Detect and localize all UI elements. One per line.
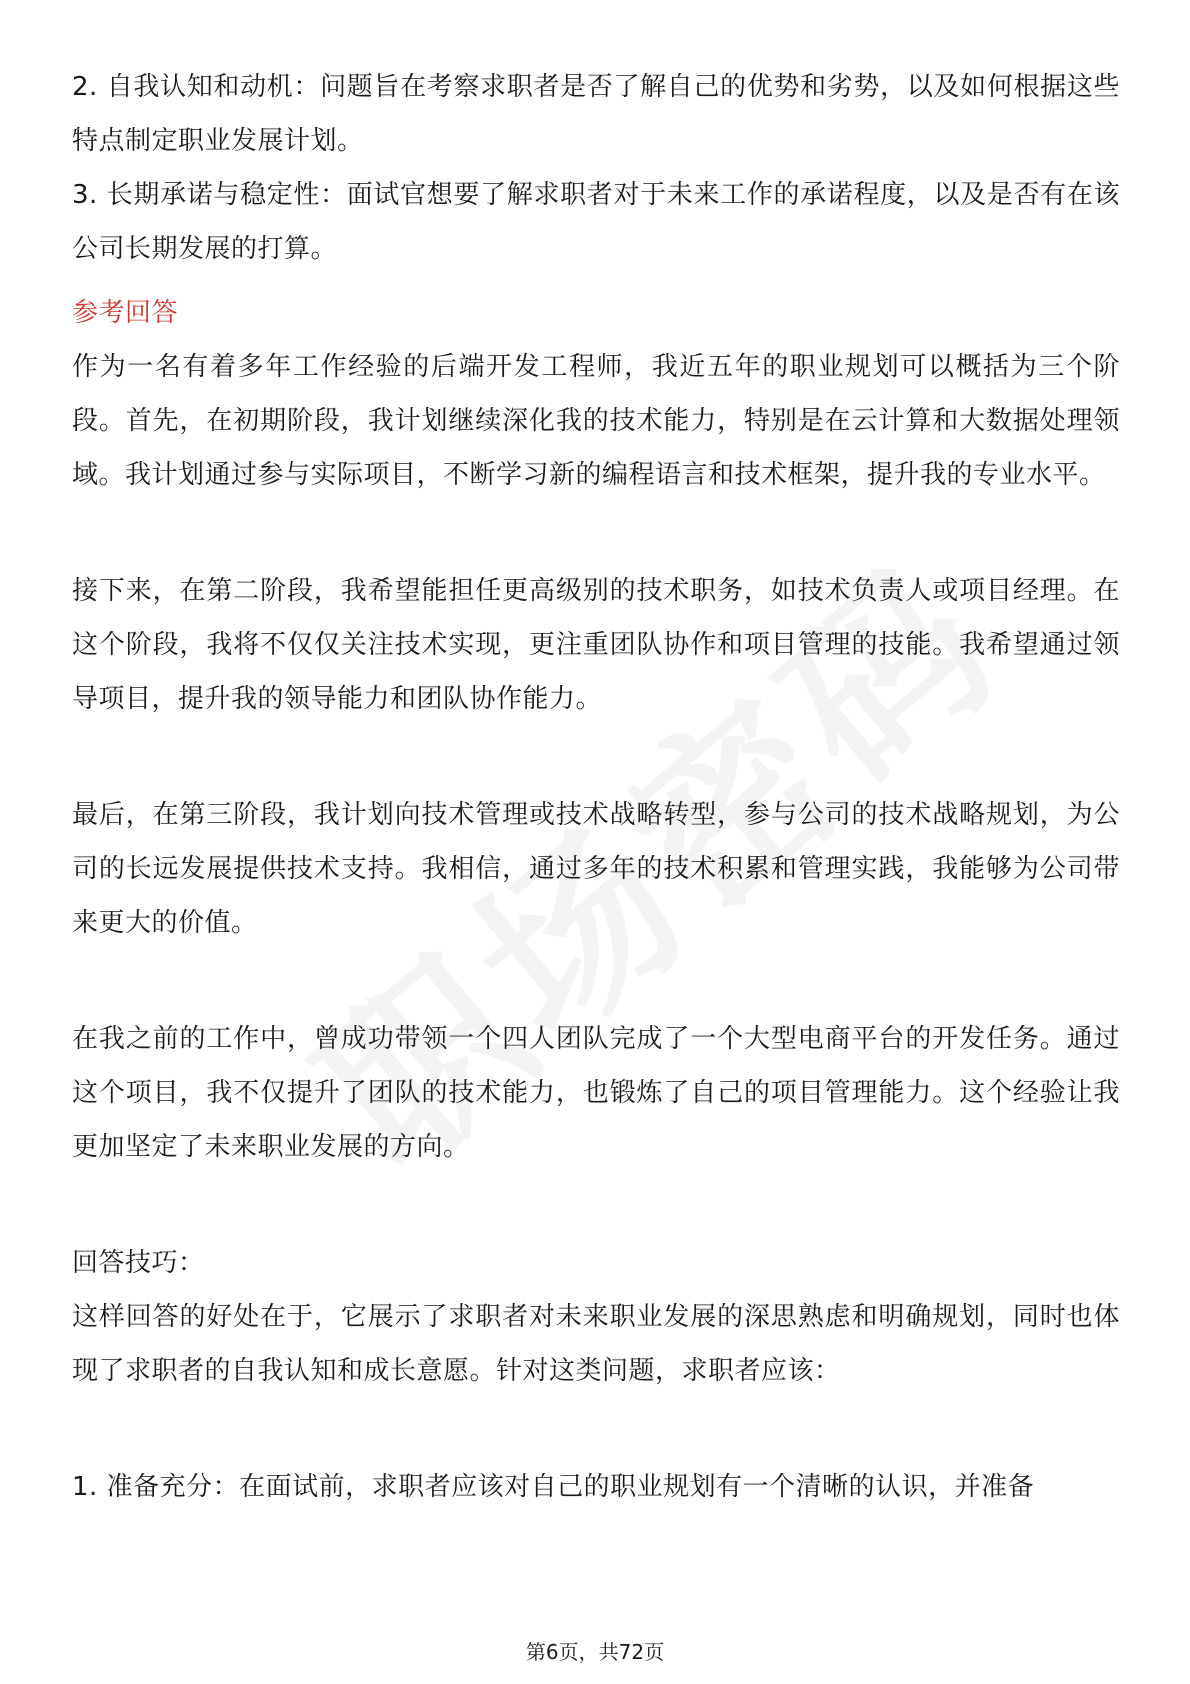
tips-item-1: 1. 准备充分：在面试前，求职者应该对自己的职业规划有一个清晰的认识，并准备	[72, 1472, 1035, 1502]
tips-paragraph: 这样回答的好处在于，它展示了求职者对未来职业发展的深思熟虑和明确规划，同时也体现了求职者的自我认知和成长意愿。针对这类问题，求职者应该：	[72, 1302, 1120, 1386]
paragraph-gap	[72, 1398, 1120, 1460]
answer-paragraph-1: 作为一名有着多年工作经验的后端开发工程师，我近五年的职业规划可以概括为三个阶段。首先，在初期阶段，我计划继续深化我的技术能力，特别是在云计算和大数据处理领域。我计划通过参与实际项目，不断学习新的编程语言和技术框架，提升我的专业水平。	[72, 352, 1120, 490]
paragraph-gap	[72, 950, 1120, 1012]
list-item-3: 3. 长期承诺与稳定性：面试官想要了解求职者对于未来工作的承诺程度，以及是否有在该公司长期发展的打算。	[72, 180, 1120, 264]
document-body	[72, 60, 1120, 1514]
paragraph-gap	[72, 1174, 1120, 1236]
answer-paragraph-3: 最后，在第三阶段，我计划向技术管理或技术战略转型，参与公司的技术战略规划，为公司的长远发展提供技术支持。我相信，通过多年的技术积累和管理实践，我能够为公司带来更大的价值。	[72, 800, 1120, 938]
paragraph-gap	[72, 502, 1120, 564]
answer-heading: 参考回答	[72, 298, 179, 328]
tips-heading: 回答技巧：	[72, 1248, 205, 1278]
list-item-2: 2. 自我认知和动机：问题旨在考察求职者是否了解自己的优势和劣势，以及如何根据这些特点制定职业发展计划。	[72, 72, 1120, 156]
paragraph-gap	[72, 726, 1120, 788]
answer-paragraph-4: 在我之前的工作中，曾成功带领一个四人团队完成了一个大型电商平台的开发任务。通过这个项目，我不仅提升了团队的技术能力，也锻炼了自己的项目管理能力。这个经验让我更加坚定了未来职业发展的方向。	[72, 1024, 1120, 1162]
answer-paragraph-2: 接下来，在第二阶段，我希望能担任更高级别的技术职务，如技术负责人或项目经理。在这个阶段，我将不仅仅关注技术实现，更注重团队协作和项目管理的技能。我希望通过领导项目，提升我的领导能力和团队协作能力。	[72, 576, 1120, 714]
page-number: 第6页，共72页	[525, 1640, 665, 1664]
